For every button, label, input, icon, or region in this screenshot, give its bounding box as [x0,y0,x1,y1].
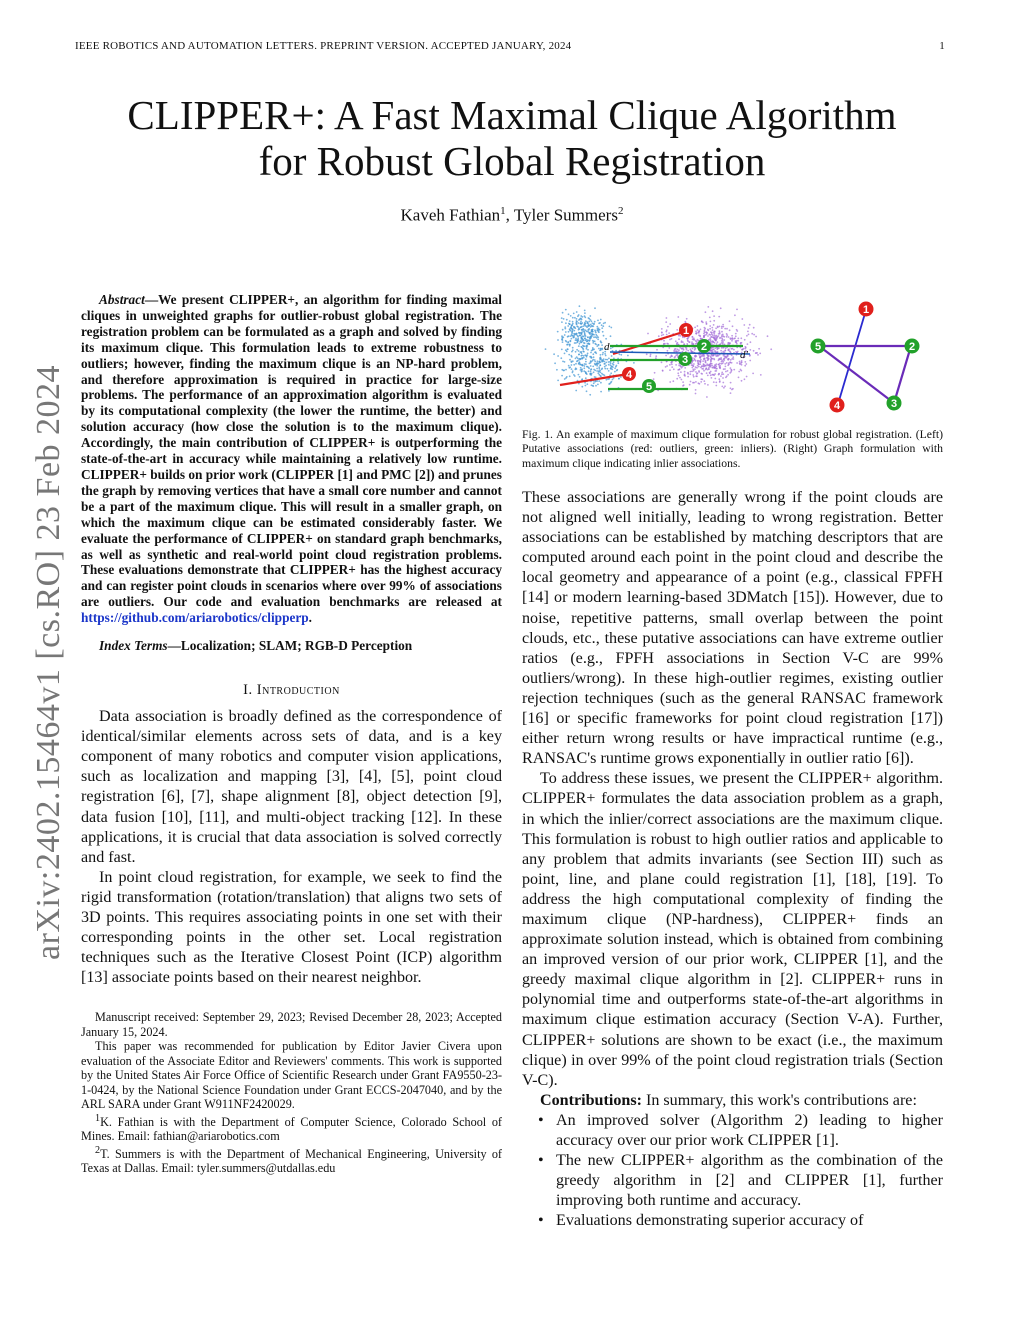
contribution-item-2-text: The new CLIPPER+ algorithm as the combination of the greedy algorithm in [2] and CLIPPER [1], further improving both runtime and accuracy. [556,1152,943,1210]
svg-text:3: 3 [681,354,689,366]
right-paragraph-1: These associations are generally wrong if the point clouds are not aligned well initially, leading to wrong registration. Better associations can be established by matching descriptors that are computed around each point in the point cloud and describe the local geometry and appearance of a point (e.g., classical FPFH [14] or modern learning-based 3DMatch [15]). However, due to noise, repetitive patterns, small overlap between the point clouds, etc., these putative associations can have extreme outlier ratios (e.g., FPFH associations in Section V-C are 99% outliers/wrong). In these high-outlier regimes, existing outlier rejection techniques (such as the general RANSAC framework [16] or specific frameworks for point cloud registration [17]) either return wrong results or have impractical runtime (e.g., RANSAC's runtime grows exponentially in outlier ratio [6]). [522,489,943,768]
contribution-item-3-text: Evaluations demonstrating superior accuracy of [556,1212,864,1230]
title-line-2: for Robust Global Registration [258,138,766,184]
association-outlier-1 [613,332,683,354]
graph-node-2 [905,339,920,354]
contributions-label: Contributions: [540,1091,642,1109]
svg-text:1: 1 [682,325,690,337]
intro-paragraph-1: Data association is broadly defined as the correspondence of identical/similar elements across sets of data, and is a key component of many robotics and computer vision applications, such as localization and mapping [3], [4], [5], point cloud registration [6], [7], shape alignment [8], object detection [9], data fusion [10], [11], and multi-object tracking [12]. In these applications, it is crucial that data association is solved correctly and fast. [81,708,502,866]
graph-node-1 [859,302,874,317]
point-cloud-target [646,306,772,398]
bullet-icon: • [538,1111,544,1129]
contribution-item-1-text: An improved solver (Algorithm 2) leading to higher accuracy over our prior work CLIPPER [1]. [556,1111,943,1149]
footnote-author-1-mark: 1 [95,1112,101,1124]
distance-label-d-prime: d' [740,349,748,361]
abstract-label: Abstract [99,292,145,307]
paper-title [80,92,944,184]
graph-node-5 [811,339,826,354]
svg-text:1: 1 [862,304,870,316]
section-numeral: I. [243,682,257,699]
svg-text:5: 5 [814,341,822,353]
left-node-3 [678,352,692,366]
intro-paragraph-2: In point cloud registration, for example, we seek to find the rigid transformation (rotation/translation) that aligns two sets of 3D points. This requires associating points in one set with their corresponding points in the other set. Local registration techniques such as the Iterative Closest Point (ICP) algorithm [13] associate points based on their nearest neighbor. [81,868,502,987]
right-paragraph-2: To address these issues, we present the CLIPPER+ algorithm. CLIPPER+ formulates the data association problem as a graph, in which the inlier/correct associations are the maximum clique. This formulation is robust to high outlier ratios and applicable to any problem that admits invariants (see Section III) such as point, line, and plane could registration [1], [18], [19]. To address the high computational complexity of finding the maximum clique (NP-hardness), CLIPPER+ finds an approximate solution instead, which is obtained from combining an improved version of our prior work, CLIPPER [1], and the greedy maximal clique algorithm in [2]. CLIPPER+ runs in polynomial time and outperforms state-of-the-art algorithms in maximum clique estimation accuracy (Section V-A). Further, CLIPPER+ solutions are shown to be exact (i.e., the maximum clique) in over 99% of the point cloud registration trials (Section V-C). [522,770,943,1089]
contributions-intro [522,1091,943,1111]
index-terms-dash: — [167,638,181,654]
section-name: Introduction [256,682,340,699]
bullet-icon: • [538,1212,544,1230]
section-heading-introduction [81,682,502,699]
right-column [522,488,943,1231]
association-inlier-d [610,352,750,354]
footnote-author-1-text: K. Fathian is with the Department of Computer Science, Colorado School of Mines. Email: fathian@ariarobotics.com [81,1114,502,1144]
graph-edge-1-3 [838,310,866,404]
left-node-2 [697,339,711,353]
left-node-1 [679,323,693,337]
abstract-end: . [308,610,312,626]
contributions-list [522,1111,943,1232]
svg-text:4: 4 [625,369,633,381]
author-line [80,205,944,226]
svg-text:2: 2 [700,341,708,353]
graph-node-3 [887,396,902,411]
graph-edge-2-3 [894,346,911,403]
abstract-text: We present CLIPPER+, an algorithm for finding maximal cliques in unweighted graphs for outlier-robust global registration. The registration problem can be formulated as a graph and solved by finding its maximum clique. This formulation leads to extreme robustness to outliers; however, finding the maximum clique is an NP-hard problem, and therefore approximation is required in practice for large-size problems. The performance of an approximation algorithm is evaluated by its computational complexity (the lower the runtime, the better) and solution accuracy (how close the solution is to the maximum clique). Accordingly, the main contribution of CLIPPER+ is outperforming the state-of-the-art in accuracy while maintaining a relatively low runtime. CLIPPER+ builds on prior work (CLIPPER [1] and PMC [2]) and prunes the graph by removing vertices that have a small core number and cannot be a part of the maximum clique. This will result in a smaller graph, on which the maximum clique can be estimated considerably faster. We evaluate the performance of CLIPPER+ on standard graph benchmarks, as well as synthetic and real-world point cloud registration problems. These evaluations demonstrate that CLIPPER+ has the highest accuracy and can register point clouds in scenarios where over 99% of associations are outliers. Our code and evaluation benchmarks are released at [81,292,502,610]
footnotes [81,1010,502,1176]
figure-1 [538,292,943,416]
abstract [81,292,502,626]
left-column [81,292,502,1176]
arxiv-identifier: arXiv:2402.15464v1 [cs.RO] 23 Feb 2024 [30,364,67,960]
author-1-affiliation-mark: 1 [500,205,506,217]
running-head [75,40,945,52]
graph-edge-5-3 [819,346,894,403]
author-2-name: Tyler Summers [513,205,618,225]
svg-text:5: 5 [645,381,653,393]
contribution-item-3 [522,1211,943,1231]
bullet-icon: • [538,1152,544,1170]
svg-text:4: 4 [833,400,841,412]
title-line-1: CLIPPER+: A Fast Maximal Clique Algorithm [127,92,897,138]
footnote-received: Manuscript received: September 29, 2023; Revised December 28, 2023; Accepted January 15, 2024. [81,1010,502,1039]
footnote-editor: This paper was recommended for publication by Editor Javier Civera upon evaluation of the Associate Editor and Reviewers' comments. This work is supported by the United States Air Force Office of Scientific Research under Grant FA9550-23-1-0424, by the National Science Foundation under Grant ECCS-2047040, and by the ARL SARA under Grant W911NF2420029. [81,1039,502,1112]
footnote-author-1 [81,1112,502,1144]
index-terms-text: Localization; SLAM; RGB-D Perception [180,638,413,654]
left-node-5 [642,379,656,393]
author-separator: , [505,205,514,225]
index-terms-label: Index Terms [99,638,168,654]
contribution-item-1 [522,1111,943,1151]
abstract-dash: — [144,292,159,307]
footnote-author-2-mark: 2 [95,1144,101,1156]
left-node-4 [622,367,636,381]
running-head-text: IEEE ROBOTICS AND AUTOMATION LETTERS. PREPRINT VERSION. ACCEPTED JANUARY, 2024 [75,40,572,52]
footnote-author-2 [81,1144,502,1176]
author-1-name: Kaveh Fathian [400,205,501,225]
contributions-text: In summary, this work's contributions are: [641,1091,917,1109]
distance-label-d: d [604,341,610,353]
svg-text:2: 2 [908,341,916,353]
index-terms [81,638,502,654]
figure-1-caption: Fig. 1. An example of maximum clique formulation for robust global registration. (Left) Putative associations (red: outliers, green: inliers). (Right) Graph formulation with maximum clique indicating inlier associations. [522,428,943,470]
graph-node-4 [830,398,845,413]
svg-text:3: 3 [890,398,898,410]
page-number: 1 [939,40,945,52]
contribution-item-2 [522,1151,943,1211]
author-2-affiliation-mark: 2 [617,205,624,217]
code-repository-link[interactable]: https://github.com/ariarobotics/clipperp [81,610,309,626]
footnote-author-2-text: T. Summers is with the Department of Mechanical Engineering, University of Texas at Dallas. Email: tyler.summers@utdallas.edu [81,1146,502,1176]
